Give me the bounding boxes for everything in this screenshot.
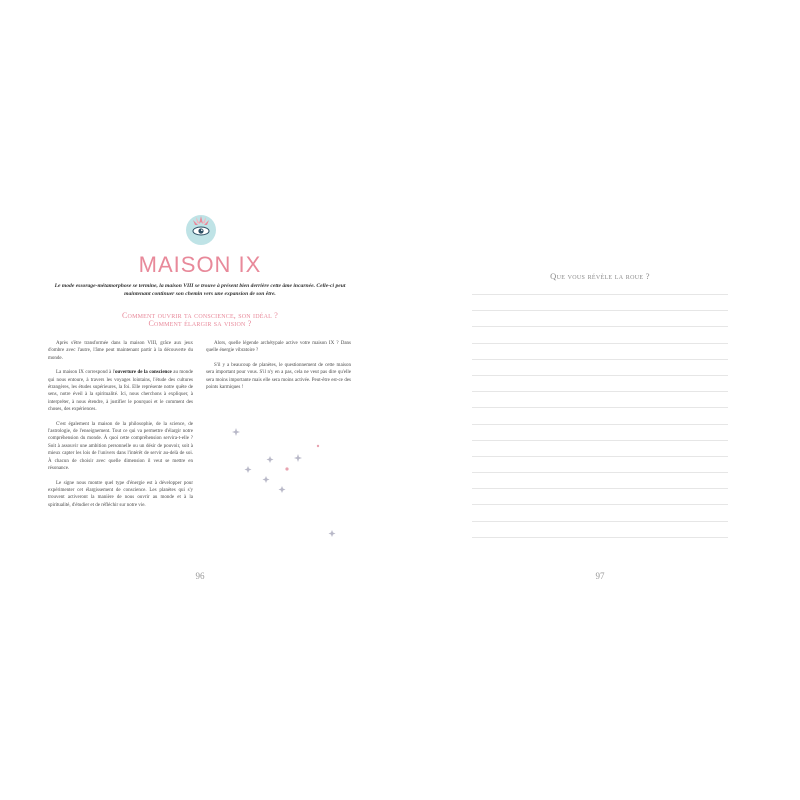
writing-line: [472, 537, 728, 538]
writing-line: [472, 504, 728, 505]
writing-line: [472, 375, 728, 376]
intro-paragraph: Le mode essorage-métamorphose se termine, la maison VIII se trouve à présent bien derrière cette âme incarnée. Celle-ci peut maintenant continuer son chemin vers une expansion de son être.: [54, 283, 346, 298]
star-sparkle-icon: [220, 420, 350, 540]
writing-line: [472, 326, 728, 327]
text-column-right: [206, 340, 351, 398]
subtitle-question-2: Comment élargir sa vision ?: [148, 319, 252, 328]
writing-line: [472, 294, 728, 295]
writing-line: [472, 407, 728, 408]
writing-line: [472, 424, 728, 425]
paragraph-text: La maison IX correspond à l': [56, 370, 115, 376]
paragraph-text: au monde qui nous entoure, à travers les voyages lointains, l'étude des cultures étrangères, les études supérieures, la foi. Elle représente notre quête de sens, notre éveil à la spiritualité. Ici, nous cherchons à expliquer, à interpréter, à nous étendre, à justifier le pourquoi et le comment des choses, des expériences.: [48, 370, 194, 413]
writing-line: [472, 310, 728, 311]
writing-line: [472, 391, 728, 392]
text-column-left: [48, 340, 193, 516]
page-number: 97: [595, 571, 605, 581]
lotus-eye-emblem-icon: [183, 210, 219, 246]
writing-line: [472, 343, 728, 344]
writing-line: [472, 472, 728, 473]
subtitle-question-1: Comment ouvrir ta conscience, son idéal ?: [122, 311, 278, 320]
page-number: 96: [195, 571, 205, 581]
worksheet-question: Que vous révèle la roue ?: [550, 271, 650, 281]
paragraph: Le signe nous montre quel type d'énergie est à développer pour expérimenter cet élargissement de conscience. Les planètes qui s'y trouvent activeront la manière de nous ouvrir au monde et à la spiritualité, d'étudier et de réfléchir sur notre vie.: [48, 480, 193, 508]
right-page: [400, 0, 800, 800]
paragraph: Après s'être transformée dans la maison VIII, grâce aux jeux d'ombre avec l'autre, l'âme peut maintenant partir à la découverte du monde.: [48, 341, 193, 361]
writing-line: [472, 521, 728, 522]
paragraph: C'est également la maison de la philosophie, de la science, de l'astrologie, de l'enseignement. Tout ce qui va permettre d'élargir notre compréhension du monde. À quoi cette compréhension servira-t-elle ? Soit à assouvir une ambition personnelle ou un désir de pouvoir, soit à mieux capter les lois de l'univers dans l'intérêt de servir au-delà de soi. À chacun de choisir avec quelle dimension il veut se mettre en résonance.: [48, 421, 193, 472]
writing-line: [472, 440, 728, 441]
paragraph: S'il y a beaucoup de planètes, le questionnement de cette maison sera important pour vous. S'il n'y en a pas, cela ne veut pas dire qu'elle sera moins importante mais elle sera moins activée. Peut-être est-ce des points karmiques !: [206, 362, 351, 391]
paragraph: [48, 369, 193, 413]
writing-line: [472, 359, 728, 360]
writing-lines: [472, 294, 728, 553]
writing-line: [472, 456, 728, 457]
writing-line: [472, 488, 728, 489]
bold-phrase: ouverture de la conscience: [115, 370, 172, 376]
page-title: MAISON IX: [138, 252, 262, 277]
paragraph: Alors, quelle légende archétypale active votre maison IX ? Dans quelle énergie vibratoire ?: [206, 341, 351, 354]
